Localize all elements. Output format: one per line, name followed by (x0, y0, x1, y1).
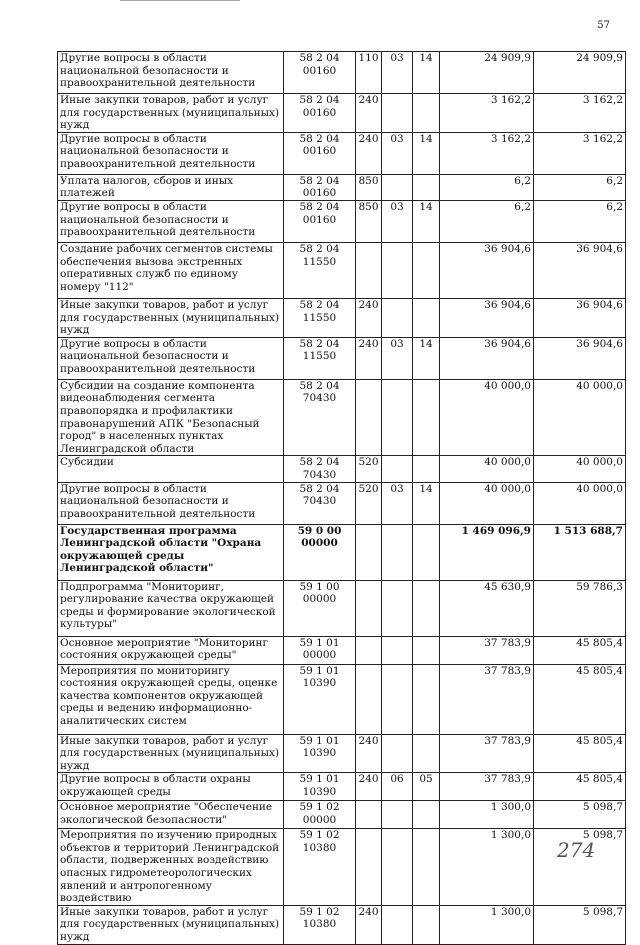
row-value-2019-cell: 36 904,6 (440, 298, 534, 337)
table-row (58, 524, 626, 580)
row-subsection-cell (413, 174, 440, 200)
row-code-cell: 58 2 04 00160 (284, 174, 356, 200)
row-name-cell: Подпрограмма "Мониторинг, регулирование качества окружающей среды и формирование экологической культуры" (58, 580, 284, 636)
row-type-cell: 240 (356, 298, 382, 337)
row-section-cell: 03 (382, 52, 413, 94)
row-type-cell (356, 524, 382, 580)
table-row (58, 734, 626, 773)
row-code-cell: 59 0 00 00000 (284, 524, 356, 580)
table-row (58, 829, 626, 906)
page-number: 57 (597, 20, 610, 31)
row-section-cell (382, 242, 413, 298)
row-value-2020-cell: 45 805,4 (534, 664, 626, 734)
row-type-cell: 520 (356, 456, 382, 482)
row-section-cell (382, 298, 413, 337)
row-type-cell (356, 636, 382, 664)
row-code-cell: 59 1 01 10390 (284, 734, 356, 773)
row-value-2020-cell: 40 000,0 (534, 482, 626, 524)
table-row (58, 773, 626, 801)
row-type-cell: 850 (356, 174, 382, 200)
row-name-cell: Основное мероприятие "Мониторинг состояния окружающей среды" (58, 636, 284, 664)
row-subsection-cell (413, 664, 440, 734)
table-row (58, 242, 626, 298)
row-value-2020-cell: 5 098,7 (534, 829, 626, 906)
row-name-cell: Субсидии на создание компонента видеонаблюдения сегмента правопорядка и профилактики правонарушений АПК "Безопасный город" в населенных пунктах Ленинградской области (58, 379, 284, 456)
row-subsection-cell: 14 (413, 132, 440, 174)
row-name-cell: Основное мероприятие "Обеспечение экологической безопасности" (58, 801, 284, 829)
row-value-2020-cell: 40 000,0 (534, 379, 626, 456)
row-name-cell: Иные закупки товаров, работ и услуг для государственных (муниципальных) нужд (58, 905, 284, 944)
row-value-2019-cell: 1 300,0 (440, 829, 534, 906)
row-value-2020-cell: 45 805,4 (534, 773, 626, 801)
row-type-cell: 520 (356, 482, 382, 524)
row-code-cell: 58 2 04 00160 (284, 132, 356, 174)
row-name-cell: Субсидии (58, 456, 284, 482)
row-name-cell: Государственная программа Ленинградской области "Охрана окружающей среды Ленинградской области" (58, 524, 284, 580)
row-section-cell (382, 734, 413, 773)
row-value-2020-cell: 40 000,0 (534, 456, 626, 482)
table-row (58, 379, 626, 456)
row-type-cell (356, 664, 382, 734)
row-subsection-cell (413, 379, 440, 456)
row-code-cell: 58 2 04 70430 (284, 482, 356, 524)
row-value-2019-cell: 3 162,2 (440, 132, 534, 174)
row-code-cell: 58 2 04 70430 (284, 456, 356, 482)
row-name-cell: Другие вопросы в области национальной безопасности и правоохранительной деятельности (58, 132, 284, 174)
table-row (58, 456, 626, 482)
row-section-cell: 03 (382, 132, 413, 174)
row-code-cell: 59 1 02 10380 (284, 829, 356, 906)
row-value-2020-cell: 45 805,4 (534, 636, 626, 664)
row-value-2019-cell: 37 783,9 (440, 636, 534, 664)
row-section-cell (382, 829, 413, 906)
row-section-cell: 03 (382, 337, 413, 379)
row-subsection-cell (413, 636, 440, 664)
row-subsection-cell (413, 524, 440, 580)
table-row (58, 664, 626, 734)
row-code-cell: 59 1 02 00000 (284, 801, 356, 829)
row-section-cell: 03 (382, 200, 413, 242)
row-value-2019-cell: 37 783,9 (440, 664, 534, 734)
row-type-cell: 240 (356, 734, 382, 773)
row-value-2019-cell: 37 783,9 (440, 734, 534, 773)
row-subsection-cell (413, 580, 440, 636)
table-row (58, 132, 626, 174)
row-type-cell: 240 (356, 337, 382, 379)
row-value-2019-cell: 3 162,2 (440, 94, 534, 133)
table-row (58, 482, 626, 524)
row-name-cell: Иные закупки товаров, работ и услуг для государственных (муниципальных) нужд (58, 734, 284, 773)
row-section-cell (382, 801, 413, 829)
row-subsection-cell (413, 734, 440, 773)
row-subsection-cell: 14 (413, 200, 440, 242)
table-row (58, 580, 626, 636)
row-value-2019-cell: 24 909,9 (440, 52, 534, 94)
row-name-cell: Другие вопросы в области национальной безопасности и правоохранительной деятельности (58, 200, 284, 242)
row-section-cell (382, 636, 413, 664)
row-code-cell: 59 1 02 10380 (284, 905, 356, 944)
row-subsection-cell (413, 242, 440, 298)
row-subsection-cell (413, 905, 440, 944)
row-section-cell (382, 174, 413, 200)
row-value-2020-cell: 36 904,6 (534, 298, 626, 337)
table-row (58, 298, 626, 337)
table-row (58, 94, 626, 133)
table-row (58, 905, 626, 944)
row-name-cell: Другие вопросы в области национальной безопасности и правоохранительной деятельности (58, 52, 284, 94)
row-section-cell (382, 524, 413, 580)
row-type-cell (356, 801, 382, 829)
row-type-cell (356, 829, 382, 906)
row-value-2020-cell: 36 904,6 (534, 337, 626, 379)
row-code-cell: 58 2 04 11550 (284, 337, 356, 379)
row-value-2020-cell: 6,2 (534, 174, 626, 200)
scan-top-line (120, 0, 240, 3)
row-value-2019-cell: 37 783,9 (440, 773, 534, 801)
row-value-2019-cell: 1 300,0 (440, 801, 534, 829)
budget-table-body (58, 52, 626, 945)
row-name-cell: Создание рабочих сегментов системы обеспечения вызова экстренных оперативных служб по единому номеру "112" (58, 242, 284, 298)
row-code-cell: 58 2 04 00160 (284, 52, 356, 94)
row-value-2019-cell: 1 300,0 (440, 905, 534, 944)
budget-table (57, 51, 626, 945)
row-value-2020-cell: 45 805,4 (534, 734, 626, 773)
row-section-cell: 06 (382, 773, 413, 801)
row-section-cell (382, 379, 413, 456)
row-section-cell (382, 94, 413, 133)
row-type-cell: 240 (356, 132, 382, 174)
row-name-cell: Мероприятия по мониторингу состояния окружающей среды, оценке качества компонентов окружающей среды и ведению информационно-аналитических систем (58, 664, 284, 734)
row-section-cell (382, 456, 413, 482)
row-value-2019-cell: 6,2 (440, 174, 534, 200)
row-subsection-cell (413, 94, 440, 133)
row-value-2020-cell: 59 786,3 (534, 580, 626, 636)
row-subsection-cell: 14 (413, 52, 440, 94)
row-value-2019-cell: 36 904,6 (440, 242, 534, 298)
row-section-cell (382, 664, 413, 734)
row-code-cell: 58 2 04 00160 (284, 200, 356, 242)
row-value-2020-cell: 36 904,6 (534, 242, 626, 298)
row-value-2020-cell: 3 162,2 (534, 132, 626, 174)
row-value-2019-cell: 1 469 096,9 (440, 524, 534, 580)
row-name-cell: Мероприятия по изучению природных объектов и территорий Ленинградской области, подверженных воздействию опасных гидрометеорологических явлений и антропогенному воздействию (58, 829, 284, 906)
table-row (58, 636, 626, 664)
table-row (58, 337, 626, 379)
row-code-cell: 59 1 01 10390 (284, 664, 356, 734)
row-type-cell: 240 (356, 905, 382, 944)
row-section-cell: 03 (382, 482, 413, 524)
row-subsection-cell: 14 (413, 482, 440, 524)
row-value-2020-cell: 5 098,7 (534, 801, 626, 829)
row-value-2020-cell: 1 513 688,7 (534, 524, 626, 580)
row-name-cell: Другие вопросы в области национальной безопасности и правоохранительной деятельности (58, 482, 284, 524)
row-code-cell: 59 1 00 00000 (284, 580, 356, 636)
row-value-2019-cell: 40 000,0 (440, 379, 534, 456)
row-value-2020-cell: 5 098,7 (534, 905, 626, 944)
row-subsection-cell (413, 298, 440, 337)
row-code-cell: 58 2 04 00160 (284, 94, 356, 133)
row-name-cell: Уплата налогов, сборов и иных платежей (58, 174, 284, 200)
row-type-cell (356, 580, 382, 636)
row-value-2019-cell: 6,2 (440, 200, 534, 242)
row-value-2019-cell: 45 630,9 (440, 580, 534, 636)
row-type-cell: 110 (356, 52, 382, 94)
row-section-cell (382, 905, 413, 944)
row-type-cell (356, 242, 382, 298)
row-name-cell: Другие вопросы в области национальной безопасности и правоохранительной деятельности (58, 337, 284, 379)
row-type-cell: 240 (356, 773, 382, 801)
row-code-cell: 59 1 01 10390 (284, 773, 356, 801)
row-subsection-cell (413, 829, 440, 906)
row-type-cell: 240 (356, 94, 382, 133)
row-code-cell: 58 2 04 70430 (284, 379, 356, 456)
row-name-cell: Иные закупки товаров, работ и услуг для государственных (муниципальных) нужд (58, 94, 284, 133)
row-type-cell (356, 379, 382, 456)
handwritten-page-mark: 274 (557, 838, 596, 862)
row-value-2020-cell: 24 909,9 (534, 52, 626, 94)
row-code-cell: 59 1 01 00000 (284, 636, 356, 664)
table-row (58, 52, 626, 94)
row-subsection-cell: 05 (413, 773, 440, 801)
row-value-2019-cell: 36 904,6 (440, 337, 534, 379)
row-code-cell: 58 2 04 11550 (284, 242, 356, 298)
row-value-2020-cell: 6,2 (534, 200, 626, 242)
row-subsection-cell: 14 (413, 337, 440, 379)
row-value-2019-cell: 40 000,0 (440, 482, 534, 524)
row-type-cell: 850 (356, 200, 382, 242)
row-section-cell (382, 580, 413, 636)
row-name-cell: Иные закупки товаров, работ и услуг для государственных (муниципальных) нужд (58, 298, 284, 337)
row-value-2020-cell: 3 162,2 (534, 94, 626, 133)
row-subsection-cell (413, 801, 440, 829)
row-name-cell: Другие вопросы в области охраны окружающей среды (58, 773, 284, 801)
row-subsection-cell (413, 456, 440, 482)
table-row (58, 200, 626, 242)
row-value-2019-cell: 40 000,0 (440, 456, 534, 482)
table-row (58, 801, 626, 829)
row-code-cell: 58 2 04 11550 (284, 298, 356, 337)
table-row (58, 174, 626, 200)
